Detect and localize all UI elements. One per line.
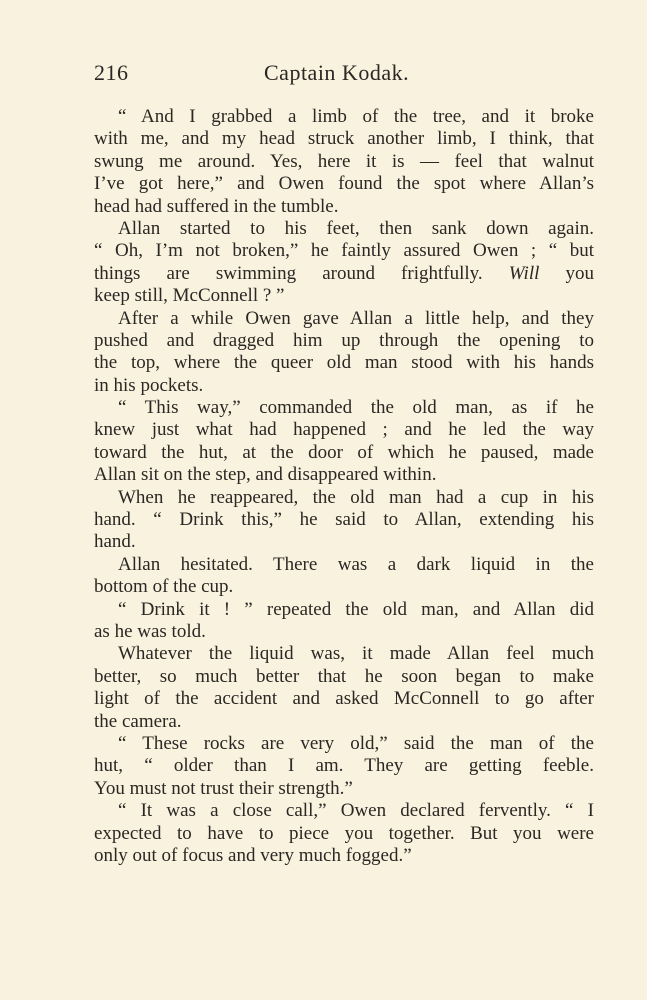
text-line: keep still, McConnell ? ” xyxy=(94,285,285,307)
text-line: with me, and my head struck another limb, I think, that xyxy=(94,128,594,150)
text-line: You must not trust their strength.” xyxy=(94,777,353,799)
body-text xyxy=(94,106,594,867)
text-line: “ This way,” commanded the old man, as if he xyxy=(118,397,594,419)
text-line: the camera. xyxy=(94,710,182,732)
text-line: When he reappeared, the old man had a cup in his xyxy=(118,486,594,508)
italic-word: Will xyxy=(508,262,540,284)
text-line: swung me around. Yes, here it is — feel that walnut xyxy=(94,150,594,172)
text-line xyxy=(94,263,594,285)
text-line: pushed and dragged him up through the opening to xyxy=(94,329,594,351)
text-line: I’ve got here,” and Owen found the spot where Allan’s xyxy=(94,173,594,195)
text-line: “ It was a close call,” Owen declared fervently. “ I xyxy=(118,800,594,822)
text-line: hut, “ older than I am. They are getting feeble. xyxy=(94,755,594,777)
text-line: Allan hesitated. There was a dark liquid in the xyxy=(118,553,594,575)
text-line: the top, where the queer old man stood with his hands xyxy=(94,352,594,374)
text-line: “ Drink it ! ” repeated the old man, and Allan did xyxy=(118,598,594,620)
page-number: 216 xyxy=(94,60,129,85)
running-title: Captain Kodak. xyxy=(264,60,410,85)
text-line: After a while Owen gave Allan a little help, and they xyxy=(118,307,594,329)
text-line: “ These rocks are very old,” said the man of the xyxy=(118,732,594,754)
text-line: “ Oh, I’m not broken,” he faintly assured Owen ; “ but xyxy=(94,240,594,262)
text-line: light of the accident and asked McConnell to go after xyxy=(94,688,594,710)
text-line: head had suffered in the tumble. xyxy=(94,195,339,217)
text-line: “ And I grabbed a limb of the tree, and it broke xyxy=(118,106,594,127)
text-line: hand. “ Drink this,” he said to Allan, extending his xyxy=(94,509,594,531)
text-line: as he was told. xyxy=(94,620,206,642)
text-line: toward the hut, at the door of which he paused, made xyxy=(94,441,594,463)
text-line: in his pockets. xyxy=(94,374,204,396)
text-line: Allan sit on the step, and disappeared within. xyxy=(94,464,437,486)
text-line: better, so much better that he soon began to make xyxy=(94,665,594,687)
text-line: Allan started to his feet, then sank down again. xyxy=(118,217,594,239)
text-line: expected to have to piece you together. But you were xyxy=(94,822,594,844)
text-line: Whatever the liquid was, it made Allan feel much xyxy=(118,643,594,665)
text-line: knew just what had happened ; and he led the way xyxy=(94,419,594,441)
text-line-segment: you xyxy=(539,262,595,284)
page-header xyxy=(94,60,594,94)
text-line-segment: things are swimming around frightfully. xyxy=(94,262,509,284)
text-line: bottom of the cup. xyxy=(94,576,234,598)
text-line: only out of focus and very much fogged.” xyxy=(94,844,412,866)
text-line: hand. xyxy=(94,531,136,553)
